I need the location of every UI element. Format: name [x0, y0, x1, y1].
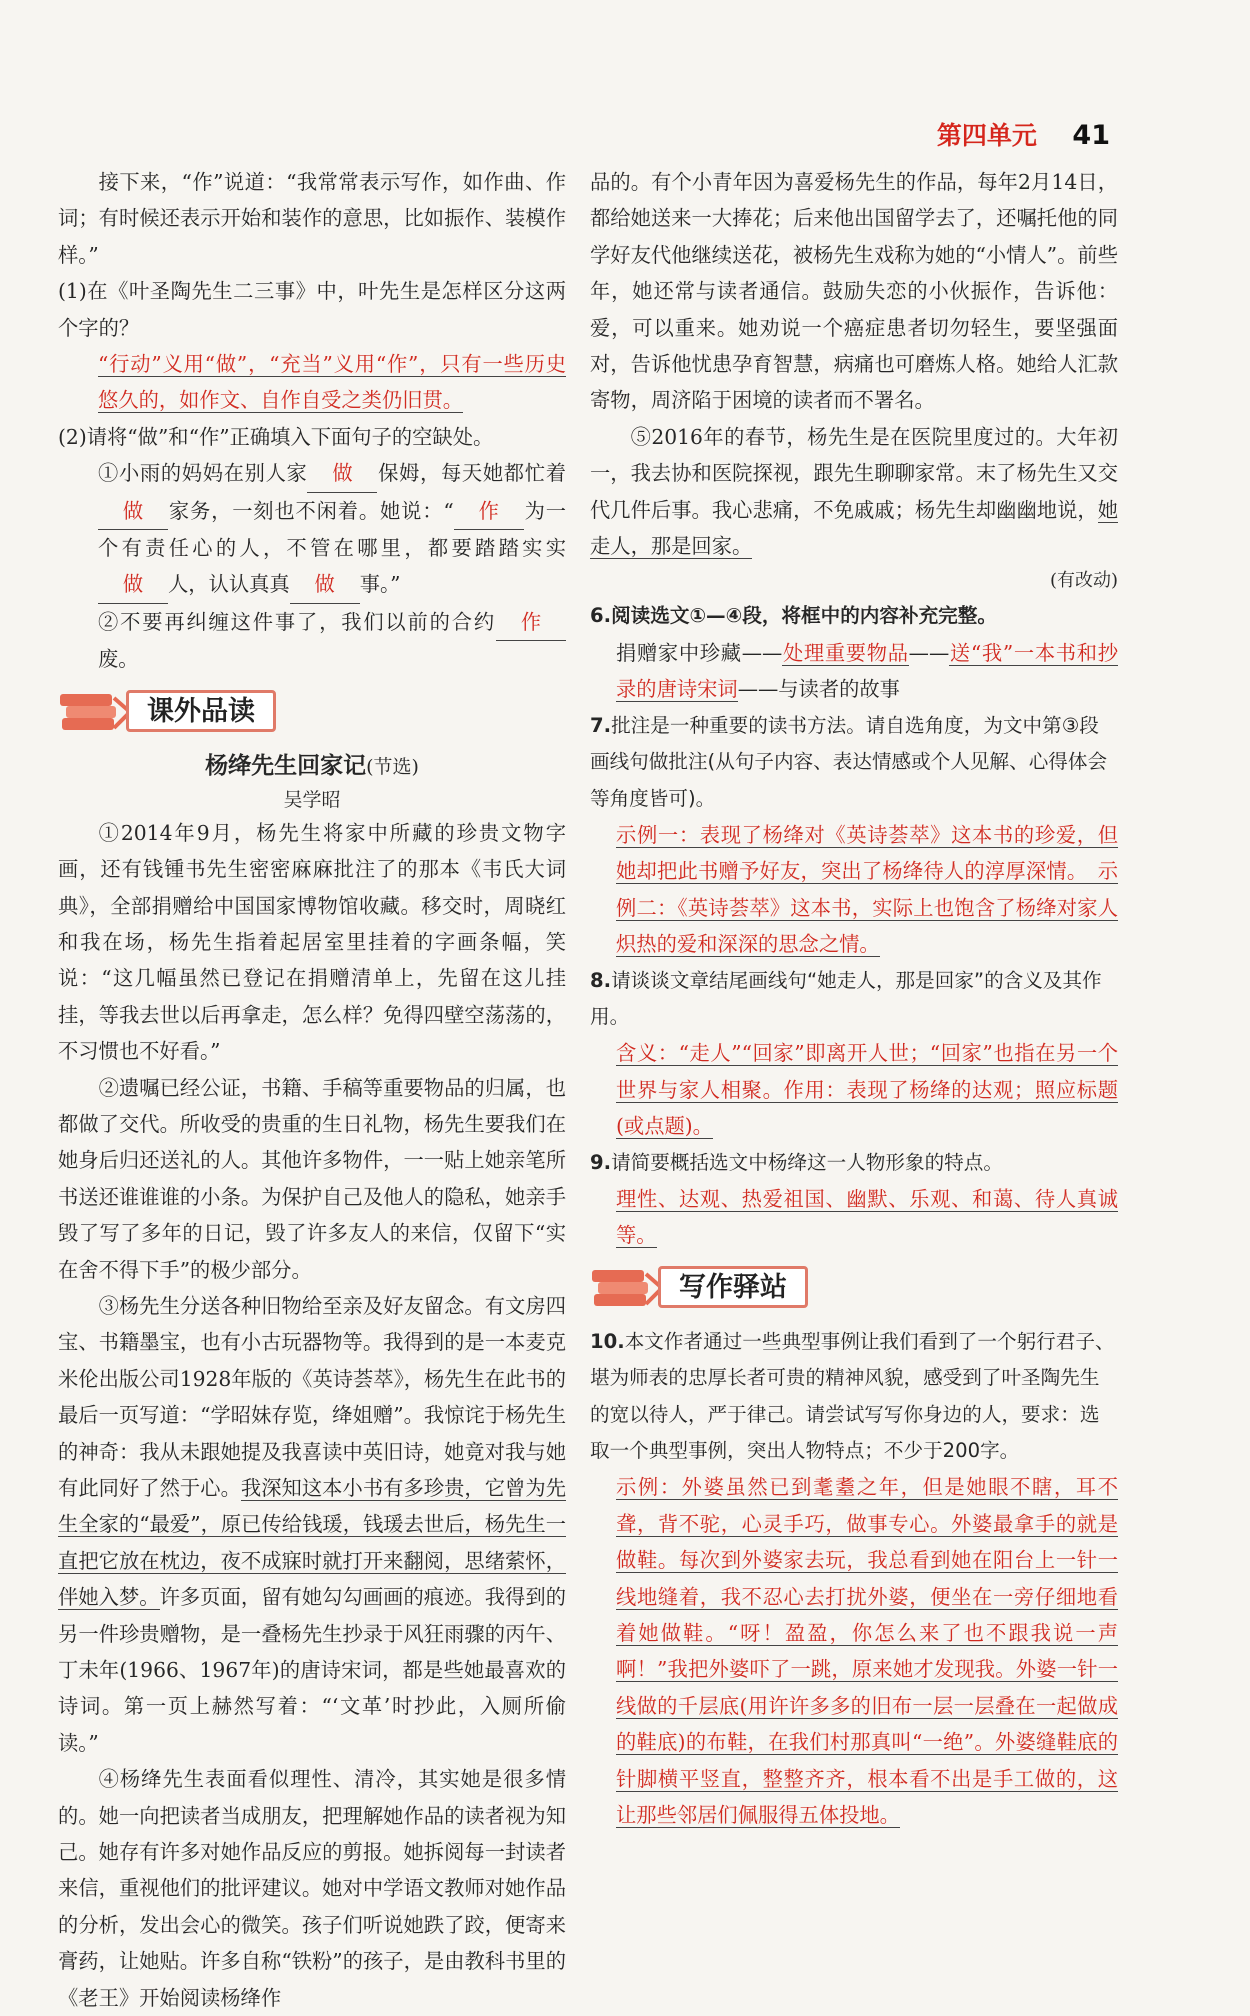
q-text: 阅读选文①—④段，将框中的内容补充完整。 [611, 604, 997, 628]
answer-text: 示例：外婆虽然已到耄耋之年，但是她眼不瞎，耳不聋，背不驼，心灵手巧，做事专心。外婆最拿手的就是做鞋。每次到外婆家去玩，我总看到她在阳台上一针一线地缝着，我不忍心去打扰外婆，便坐在一旁仔细地看着她做鞋。“呀！盈盈，你怎么来了也不跟我说一声啊！”我把外婆吓了一跳，原来她才发现我。外婆一针一线做的千层底(用许许多多的旧布一层一层叠在一起做成的鞋底)的布鞋，在我们村那真叫“一绝”。外婆缝鞋底的针脚横平竖直，整整齐齐，根本看不出是手工做的，这让那些邻居们佩服得五体投地。 [616, 1475, 1118, 1828]
text: ②不要再纠缠这件事了，我们以前的合约 [98, 609, 496, 634]
text: ⑤2016年的春节，杨先生是在医院里度过的。大年初一，我去协和医院探视，跟先生聊聊家常。末了杨先生又交代几件后事。我心悲痛，不免戚戚；杨先生却幽幽地说， [590, 424, 1118, 522]
article-title [58, 748, 566, 785]
text: 捐赠家中珍藏—— [616, 640, 783, 665]
answer-1-text: “行动”义用“做”，“充当”义用“作”，只有一些历史悠久的，如作文、自作自受之类仍旧贯。 [98, 352, 566, 413]
unit-title: 第四单元 [936, 121, 1037, 150]
answer-1 [58, 346, 566, 419]
question-7 [590, 708, 1118, 817]
article-paragraph-3 [58, 1288, 566, 1761]
blank-2: 做 [98, 493, 168, 530]
intro-paragraph: 接下来，“作”说道：“我常常表示写作，如作曲、作词；有时候还表示开始和装作的意思，比如振作、装模作样。” [58, 170, 566, 267]
article-paragraph-2: ②遗嘱已经公证，书籍、手稿等重要物品的归属，也都做了交代。所收受的贵重的生日礼物，杨先生要我们在她身后归还送礼的人。其他许多物件，一一贴上她亲笔所书送还谁谁谁的小条。为保护自己及他人的隐私，她亲手毁了写了多年的日记，毁了许多友人的来信，仅留下“实在舍不得下手”的极少部分。 [58, 1075, 566, 1282]
book-stack-icon [590, 1260, 664, 1316]
answer-8 [590, 1035, 1118, 1144]
q-number: 10. [590, 1329, 625, 1353]
answer-6 [590, 635, 1118, 708]
text: ①小雨的妈妈在别人家 [98, 461, 308, 486]
text: 为一个有责任心的人，不管在哪里，都要踏踏实实 [98, 498, 566, 561]
fill-sentence-2 [58, 604, 566, 678]
q-text: 本文作者通过一些典型事例让我们看到了一个躬行君子、堪为师表的忠厚长者可贵的精神风貌，感受到了叶圣陶先生的宽以待人，严于律己。请尝试写写你身边的人，要求：选取一个典型事例，突出人物特点；不少于200字。 [590, 1329, 1115, 1462]
blank-3: 作 [454, 493, 524, 530]
blank-1: 做 [307, 455, 377, 492]
question-1: (1)在《叶圣陶先生二三事》中，叶先生是怎样区分这两个字的？ [58, 279, 566, 340]
blank-4: 做 [98, 566, 168, 603]
blank-answer: 处理重要物品 [782, 640, 909, 665]
q-text: 请简要概括选文中杨绛这一人物形象的特点。 [611, 1150, 1003, 1174]
section-reading [58, 684, 566, 740]
answer-9 [590, 1181, 1118, 1254]
right-column [590, 164, 1118, 1833]
title-text: 杨绛先生回家记 [205, 751, 367, 779]
q-number: 6. [590, 604, 612, 628]
text: 家务，一刻也不闲着。她说：“ [168, 498, 454, 523]
blank-5: 做 [290, 566, 360, 603]
q-number: 7. [590, 713, 612, 737]
answer-10 [590, 1469, 1118, 1833]
answer-text: 含义：“走人”“回家”即离开人世；“回家”也指在另一个世界与家人相聚。作用：表现了杨绛的达观；照应标题(或点题)。 [616, 1041, 1118, 1139]
question-10 [590, 1324, 1118, 1470]
section-tag: 写作驿站 [658, 1266, 808, 1308]
page-number: 41 [1072, 120, 1110, 151]
q-text: 请谈谈文章结尾画线句“她走人，那是回家”的含义及其作用。 [590, 968, 1102, 1028]
answer-7 [590, 817, 1118, 963]
question-2: (2)请将“做”和“作”正确填入下面句子的空缺处。 [58, 424, 494, 449]
question-9 [590, 1145, 1118, 1181]
left-column [58, 164, 566, 2016]
article-paragraph-4: ④杨绛先生表面看似理性、清冷，其实她是很多情的。她一向把读者当成朋友，把理解她作品的读者视为知己。她存有许多对她作品反应的剪报。她拆阅每一封读者来信，重视他们的批评建议。她对中学语文教师对她作品的分析，发出会心的微笑。孩子们听说她跌了跤，便寄来膏药，让她贴。许多自称“铁粉”的孩子，是由教科书里的《老王》开始阅读杨绛作 [58, 1767, 566, 2010]
fill-sentence-1 [58, 455, 566, 604]
text: ——与读者的故事 [737, 677, 900, 702]
blank-answer: 送“我”一本书和抄录的唐诗宋词 [616, 640, 1118, 702]
title-note: (节选) [366, 755, 419, 778]
underlined-sentence: 我深知这本小书有多珍贵，它曾为先生全家的“最爱”，原已传给钱瑗，钱瑗去世后，杨先生一直把它放在枕边，夜不成寐时就打开来翻阅，思绪萦怀，伴她入梦。 [58, 1476, 566, 1610]
answer-text: 理性、达观、热爱祖国、幽默、乐观、和蔼、待人真诚等。 [616, 1186, 1118, 1248]
text: ③杨先生分送各种旧物给至亲及好友留念。有文房四宝、书籍墨宝，也有小古玩器物等。我得到的是一本麦克米伦出版公司1928年版的《英诗荟萃》，杨先生在此书的最后一页写道：“学昭妹存览，绛姐赠”。我惊诧于杨先生的神奇：我从未跟她提及我喜读中英旧诗，她竟对我与她有此同好了然于心。 [58, 1293, 566, 1500]
text: 废。 [98, 647, 139, 672]
q-number: 9. [590, 1150, 612, 1174]
article-paragraph-1: ①2014年9月，杨先生将家中所藏的珍贵文物字画，还有钱锺书先生密密麻麻批注了的那本《韦氏大词典》，全部捐赠给中国国家博物馆收藏。移交时，周晓红和我在场，杨先生指着起居室里挂着的字画条幅，笑说：“这几幅虽然已登记在捐赠清单上，先留在这儿挂挂，等我去世以后再拿走，怎么样？免得四壁空荡荡的，不习惯也不好看。” [58, 820, 566, 1064]
question-6 [590, 598, 1118, 634]
text: 许多页面，留有她勾勾画画的痕迹。我得到的另一件珍贵赠物，是一叠杨先生抄录于风狂雨骤的丙午、丁未年(1966、1967年)的唐诗宋词，都是些她最喜欢的诗词。第一页上赫然写着：“‘文革’时抄此，入厕所偷读。” [58, 1585, 566, 1755]
section-tag: 课外品读 [126, 690, 276, 732]
section-writing [590, 1260, 1118, 1316]
article-paragraph-5 [590, 419, 1118, 565]
blank-6: 作 [496, 604, 566, 641]
article-author: 吴学昭 [283, 788, 341, 811]
book-stack-icon [58, 684, 132, 740]
question-8 [590, 963, 1118, 1036]
q-number: 8. [590, 968, 612, 992]
page-header [937, 116, 1110, 152]
text: 保姆，每天她都忙着 [377, 461, 566, 486]
text: —— [908, 640, 950, 665]
underlined-ending: 她走人，那是回家。 [590, 497, 1118, 559]
answer-text: 示例一：表现了杨绛对《英诗荟萃》这本书的珍爱，但她却把此书赠予好友，突出了杨绛待人的淳厚深情。 示例二：《英诗荟萃》这本书，实际上也饱含了杨绛对家人炽热的爱和深深的思念之情。 [616, 822, 1118, 957]
article-paragraph-4-cont: 品的。有个小青年因为喜爱杨先生的作品，每年2月14日，都给她送来一大捧花；后来他出国留学去了，还嘱托他的同学好友代他继续送花，被杨先生戏称为她的“小情人”。前些年，她还常与读者通信。鼓励失恋的小伙振作，告诉他：爱，可以重来。她劝说一个癌症患者切勿轻生，要坚强面对，告诉他忧患孕育智慧，病痛也可磨炼人格。她给人汇款寄物，周济陷于困境的读者而不署名。 [590, 170, 1118, 413]
source-note: (有改动) [1049, 570, 1118, 592]
q-text: 批注是一种重要的读书方法。请自选角度，为文中第③段画线句做批注(从句子内容、表达情感或个人见解、心得体会等角度皆可)。 [590, 713, 1108, 810]
text: 事。” [359, 572, 401, 597]
text: 人，认认真真 [168, 572, 290, 597]
